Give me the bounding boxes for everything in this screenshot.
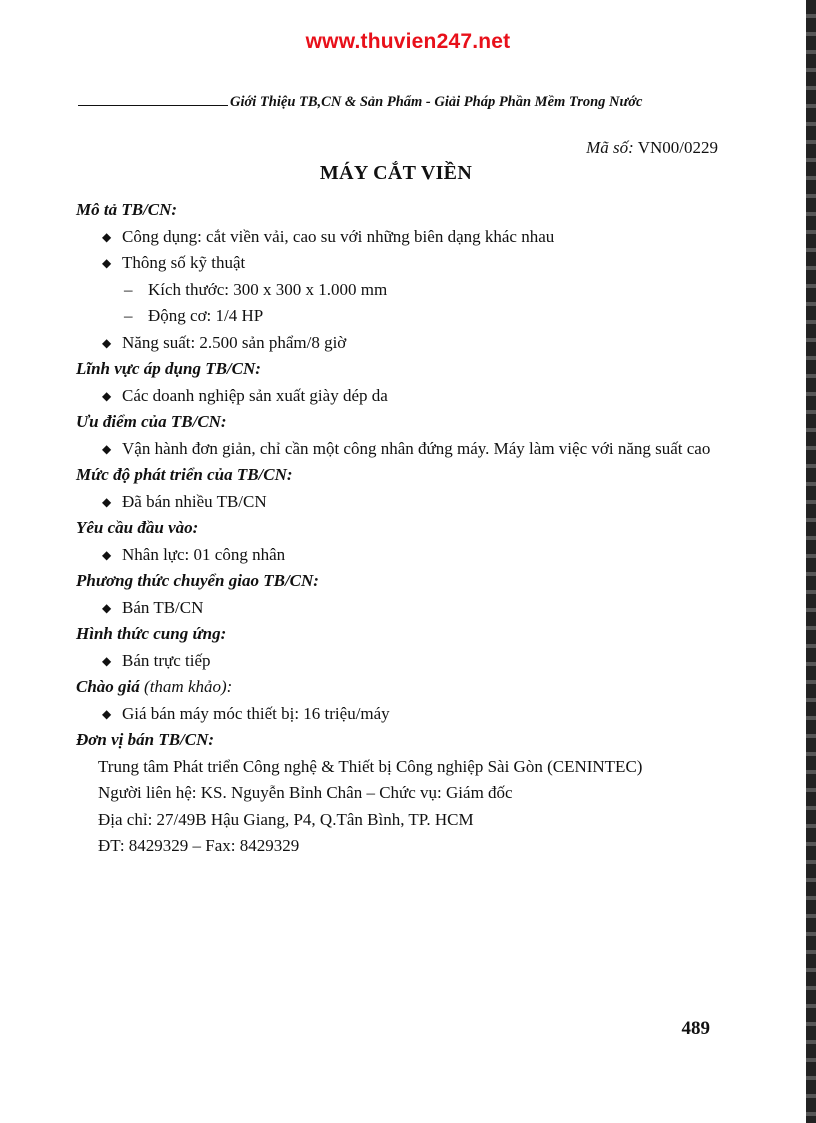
list-item xyxy=(100,330,736,357)
sub-list-item-text: Kích thước: 300 x 300 x 1.000 mm xyxy=(148,279,388,299)
bullet-icon: ◆ xyxy=(102,256,112,270)
header-rule xyxy=(78,105,228,106)
sub-list-item xyxy=(124,277,736,304)
list-item-text: Vận hành đơn giản, chỉ cần một công nhân đứng máy. Máy làm việc với năng suất cao xyxy=(122,438,711,458)
list-item-text: Bán trực tiếp xyxy=(122,650,211,670)
list-item-text: Năng suất: 2.500 sản phẩm/8 giờ xyxy=(122,332,347,352)
dash-icon: – xyxy=(124,279,133,299)
list-item xyxy=(100,701,736,728)
seller-contact: Người liên hệ: KS. Nguyễn Bỉnh Chân – Chức vụ: Giám đốc xyxy=(98,783,513,802)
page-number: 489 xyxy=(681,1018,710,1039)
sub-list-specs xyxy=(122,277,736,330)
section-list-mota xyxy=(76,224,736,357)
section-heading-mota: Mô tả TB/CN: xyxy=(76,200,178,219)
list-item xyxy=(100,595,736,622)
running-header xyxy=(78,92,728,112)
bullet-icon: ◆ xyxy=(102,441,112,456)
section-heading-yeucau: Yêu cầu đầu vào: xyxy=(76,518,199,537)
page-title: MÁY CẮT VIỀN xyxy=(319,162,473,184)
watermark-url[interactable]: www.thuvien247.net xyxy=(305,30,511,53)
list-item-text: Công dụng: cắt viền vải, cao su với những biên dạng khác nhau xyxy=(122,226,555,246)
bullet-icon: ◆ xyxy=(102,600,112,615)
list-item xyxy=(100,648,736,675)
list-item-text: Các doanh nghiệp sản xuất giày dép da xyxy=(122,385,388,405)
running-header-text: Giới Thiệu TB,CN & Sản Phẩm - Giải Pháp Phần Mềm Trong Nước xyxy=(230,93,643,110)
list-item xyxy=(100,542,736,569)
list-item xyxy=(100,489,736,516)
bullet-icon: ◆ xyxy=(102,335,112,350)
section-heading-uudiem: Ưu điểm của TB/CN: xyxy=(76,412,227,431)
list-item-text: Bán TB/CN xyxy=(122,597,204,617)
list-item-text: Nhân lực: 01 công nhân xyxy=(122,544,286,564)
list-item xyxy=(100,436,736,463)
section-heading-chaogia xyxy=(76,674,736,701)
bullet-icon: ◆ xyxy=(102,706,112,721)
section-heading-chaogia-main: Chào giá xyxy=(76,677,140,696)
product-code-value: VN00/0229 xyxy=(637,138,718,157)
scanned-page-edge xyxy=(806,0,816,1123)
section-heading-hinhthuc: Hình thức cung ứng: xyxy=(76,624,227,643)
section-heading-mucdo: Mức độ phát triển của TB/CN: xyxy=(76,465,293,484)
section-list-mucdo xyxy=(76,489,736,516)
seller-name: Trung tâm Phát triển Công nghệ & Thiết bị Công nghiệp Sài Gòn (CENINTEC) xyxy=(98,756,643,776)
seller-phone-fax: ĐT: 8429329 – Fax: 8429329 xyxy=(98,836,300,855)
section-list-chaogia xyxy=(76,701,736,728)
bullet-icon: ◆ xyxy=(102,388,112,403)
section-list-uudiem xyxy=(76,436,736,463)
sub-list-item xyxy=(124,303,736,330)
section-list-linhvuc xyxy=(76,383,736,410)
sub-list-item-text: Động cơ: 1/4 HP xyxy=(148,306,264,325)
list-item xyxy=(100,383,736,410)
product-code-label: Mã số: xyxy=(586,138,634,157)
dash-icon: – xyxy=(124,306,133,325)
seller-info xyxy=(76,754,736,860)
bullet-icon: ◆ xyxy=(102,653,112,668)
section-list-phuongthuc xyxy=(76,595,736,622)
section-heading-chaogia-note: (tham khảo): xyxy=(144,677,233,696)
list-item-text: Thông số kỹ thuật xyxy=(122,253,246,272)
list-item-text: Đã bán nhiều TB/CN xyxy=(122,491,267,511)
seller-address: Địa chỉ: 27/49B Hậu Giang, P4, Q.Tân Bình, TP. HCM xyxy=(98,809,474,829)
section-list-hinhthuc xyxy=(76,648,736,675)
bullet-icon: ◆ xyxy=(102,229,112,244)
bullet-icon: ◆ xyxy=(102,547,112,562)
section-heading-linhvuc: Lĩnh vực áp dụng TB/CN: xyxy=(76,359,261,378)
section-heading-donvi: Đơn vị bán TB/CN: xyxy=(76,730,215,749)
section-heading-phuongthuc: Phương thức chuyển giao TB/CN: xyxy=(76,571,319,590)
list-item xyxy=(100,250,736,330)
list-item-text: Giá bán máy móc thiết bị: 16 triệu/máy xyxy=(122,703,390,723)
list-item xyxy=(100,224,736,251)
section-list-yeucau xyxy=(76,542,736,569)
bullet-icon: ◆ xyxy=(102,494,112,509)
document-body xyxy=(76,197,736,860)
product-code xyxy=(586,138,718,158)
